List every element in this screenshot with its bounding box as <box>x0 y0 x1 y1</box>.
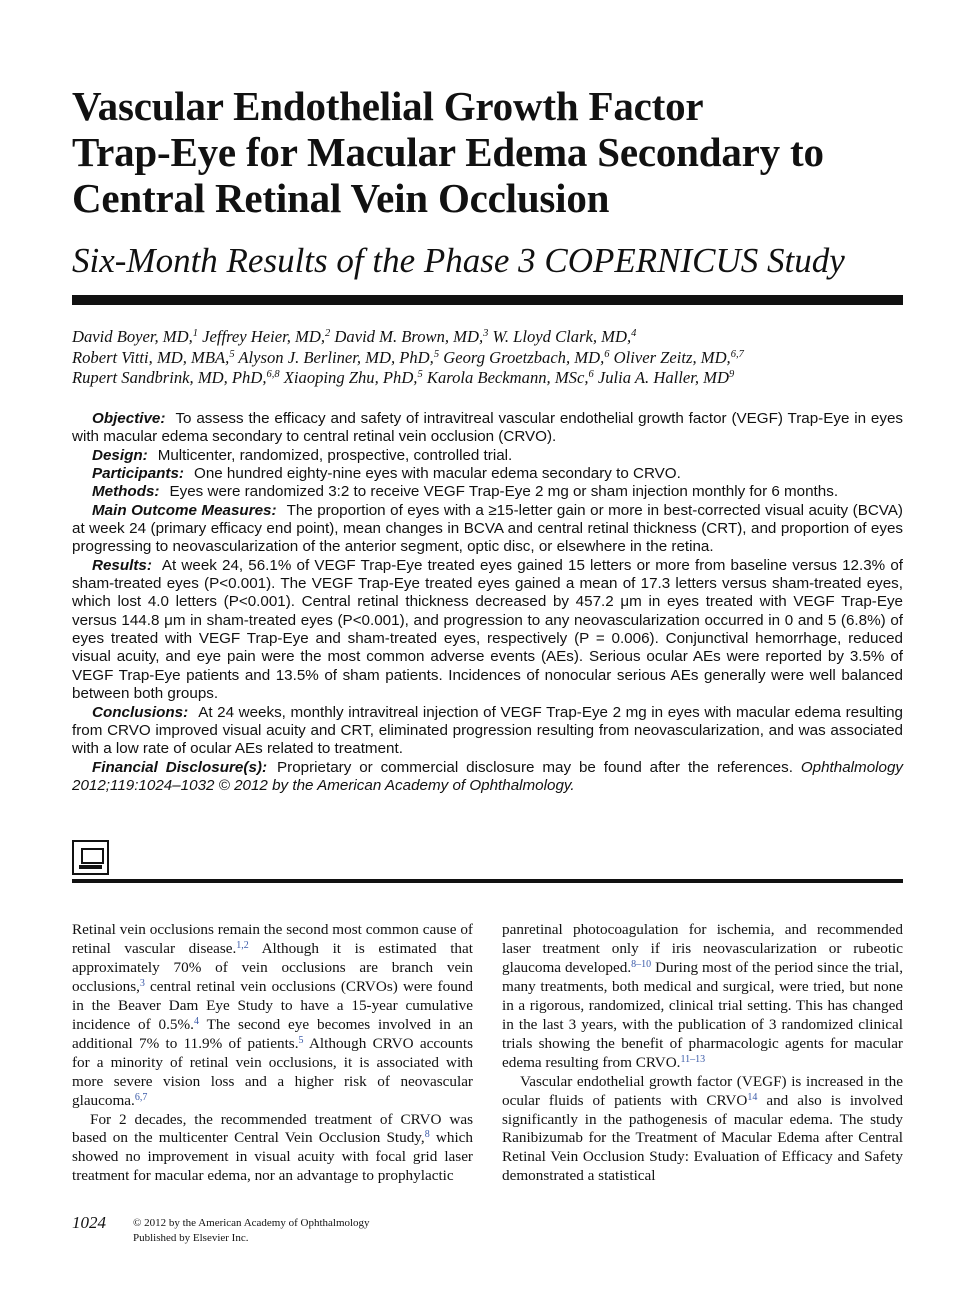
title-line-2: Trap-Eye for Macular Edema Secondary to <box>72 129 824 175</box>
abstract-objective <box>72 410 903 447</box>
author-affiliation: 6,8 <box>266 369 280 380</box>
body-text: panretinal photocoagulation for ischemia, and recommended laser treatment only if iris neovascularization or rubeotic glaucoma developed. <box>502 921 903 976</box>
abstract-disclosure <box>72 759 903 796</box>
author-name: Oliver Zeitz, MD, <box>613 347 731 367</box>
abstract-text: Eyes were randomized 3:2 to receive VEGF Trap-Eye 2 mg or sham injection monthly for 6 months. <box>169 483 839 501</box>
abstract-text: Multicenter, randomized, prospective, controlled trial. <box>157 446 513 464</box>
author-affiliation: 6 <box>588 369 594 380</box>
author-name: Jeffrey Heier, MD, <box>202 327 326 346</box>
abstract-design <box>72 447 903 465</box>
body-text: and also is involved significantly in the pathogenesis of macular edema. The study Ranibizumab for the Treatment of Macular Edema after Central Retinal Vein Occlusion Study: Evaluation of Efficacy and Safety demonstrated a statistical <box>502 1091 903 1185</box>
author-affiliation: 3 <box>483 328 489 339</box>
author-name: Alyson J. Berliner, MD, PhD, <box>238 347 434 367</box>
abstract <box>72 410 903 795</box>
article-title <box>72 83 912 221</box>
author-affiliation: 2 <box>325 328 331 339</box>
author-line-2 <box>72 348 912 369</box>
citation-reference[interactable]: 14 <box>747 1091 758 1103</box>
abstract-text: The proportion of eyes with a ≥15-letter gain or more in best-corrected visual acuity (BCVA) at week 24 (primary efficacy end point), mean changes in BCVA and central retinal thickness (CRT), and proportion of eyes progressing to neovascularization of the anterior segment, optic disc, or elsewhere in the retina. <box>72 501 903 556</box>
citation-reference[interactable]: 1,2 <box>236 939 249 951</box>
body-paragraph <box>502 1073 903 1187</box>
author-affiliation: 5 <box>433 348 440 360</box>
abstract-label: Participants: <box>92 465 184 483</box>
body-column-left <box>72 921 473 1186</box>
copyright-line: © 2012 by the American Academy of Ophthalmology <box>133 1217 370 1229</box>
body-paragraph <box>72 921 473 1111</box>
body-text: which showed no improvement in visual acuity with focal grid laser treatment for macular edema, nor an advantage to prophylactic <box>72 1129 473 1185</box>
copyright-notice <box>133 1216 370 1245</box>
citation-reference[interactable]: 5 <box>298 1034 304 1046</box>
monitor-base-shape <box>79 865 102 869</box>
author-name: David Boyer, MD, <box>72 327 193 346</box>
citation-reference[interactable]: 3 <box>139 977 145 989</box>
abstract-text: To assess the efficacy and safety of intravitreal vascular endothelial growth factor (VEGF) Trap-Eye in eyes with macular edema secondary to central retinal vein occlusion (CRVO). <box>72 410 903 446</box>
title-line-1: Vascular Endothelial Growth Factor <box>72 83 704 129</box>
title-line-3: Central Retinal Vein Occlusion <box>72 175 610 221</box>
author-affiliation: 6,7 <box>730 348 744 360</box>
author-line-1 <box>72 327 912 348</box>
citation-reference[interactable]: 4 <box>193 1015 199 1027</box>
abstract-divider <box>72 879 903 883</box>
body-paragraph <box>502 921 903 1073</box>
author-affiliation: 5 <box>417 369 423 380</box>
author-name: Karola Beckmann, MSc, <box>426 368 589 387</box>
abstract-text: At 24 weeks, monthly intravitreal injection of VEGF Trap-Eye 2 mg in eyes with macular edema resulting from CRVO improved visual acuity and CRT, eliminated progression resulting from neovascularization, and was associated with a low rate of ocular AEs related to treatment. <box>72 703 903 758</box>
author-affiliation: 6 <box>604 348 610 360</box>
abstract-text: One hundred eighty-nine eyes with macular edema secondary to CRVO. <box>194 465 681 483</box>
body-text: During most of the period since the trial, many treatments, both medical and surgical, were tried, but none in a rigorous, randomized, clinical trial setting. This has changed in the last 3 years, with the publication of 3 randomized clinical trials showing the benefit of pharmacologic agents for macular edema resulting from CRVO. <box>502 958 903 1071</box>
journal-citation: Ophthalmology 2012;119:1024–1032 © 2012 by the American Academy of Ophthalmology. <box>72 758 903 794</box>
abstract-results <box>72 557 903 704</box>
abstract-methods <box>72 483 903 501</box>
abstract-label: Results: <box>92 556 152 574</box>
author-name: Xiaoping Zhu, PhD, <box>283 368 418 387</box>
author-affiliation: 5 <box>229 348 235 360</box>
citation-reference[interactable]: 6,7 <box>134 1091 148 1103</box>
body-text: The second eye becomes involved in an additional 7% to 11.9% of patients. <box>72 1015 473 1052</box>
citation-reference[interactable]: 8–10 <box>631 958 652 970</box>
abstract-label: Objective: <box>92 410 166 427</box>
body-text: Retinal vein occlusions remain the second most common cause of retinal vascular disease. <box>72 921 473 957</box>
author-line-3 <box>72 368 912 389</box>
abstract-label: Design: <box>92 446 148 464</box>
author-affiliation: 1 <box>192 328 198 339</box>
abstract-label: Methods: <box>92 483 160 501</box>
abstract-text: At week 24, 56.1% of VEGF Trap-Eye treated eyes gained 15 letters or more from baseline versus 12.3% of sham-treated eyes (P<0.001). The VEGF Trap-Eye treated eyes gained a mean of 17.3 letters versus sham-treated eyes, which lost 4.0 letters (P<0.001). Central retinal thickness decreased by 457.2 μm in eyes treated with VEGF Trap-Eye versus 144.8 μm in sham-treated eyes (P<0.001), and progression to any neovascularization occurred in 0 and 5 (6.8%) of eyes treated with VEGF Trap-Eye and sham-treated eyes, respectively (P = 0.006). Conjunctival hemorrhage, reduced visual acuity, and eye pain were the most common adverse events (AEs). Serious ocular AEs were reported by 3.5% of VEGF Trap-Eye patients and 13.5% of sham patients. Incidences of nonocular serious AEs generally were well balanced between both groups. <box>72 556 903 703</box>
author-affiliation: 9 <box>728 369 735 380</box>
author-name: Julia A. Haller, MD <box>597 368 729 387</box>
author-name: Georg Groetzbach, MD, <box>443 347 605 367</box>
article-subtitle: Six-Month Results of the Phase 3 COPERNICUS Study <box>72 241 845 280</box>
author-list <box>72 327 912 389</box>
author-name: David M. Brown, MD, <box>334 327 484 346</box>
author-affiliation: 4 <box>631 328 637 339</box>
body-column-right <box>502 921 903 1186</box>
body-text: central retinal vein occlusions (CRVOs) were found in the Beaver Dam Eye Study to have a 15-year cumulative incidence of 0.5%. <box>72 977 473 1033</box>
author-name: W. Lloyd Clark, MD, <box>492 327 632 346</box>
body-text: Although it is estimated that approximately 70% of vein occlusions are branch vein occlusions, <box>72 939 473 995</box>
body-text: Vascular endothelial growth factor (VEGF) is increased in the ocular fluids of patients with CRVO <box>502 1072 903 1109</box>
online-content-icon[interactable] <box>72 840 109 875</box>
monitor-screen-shape <box>81 848 104 864</box>
author-name: Rupert Sandbrink, MD, PhD, <box>72 368 267 387</box>
author-name: Robert Vitti, MD, MBA, <box>72 347 230 367</box>
abstract-participants <box>72 465 903 483</box>
abstract-text: Proprietary or commercial disclosure may be found after the references. <box>277 758 793 776</box>
page-number: 1024 <box>72 1213 106 1232</box>
body-text: Although CRVO accounts for a minority of retinal vein occlusions, it is associated with more severe vision loss and a higher risk of neovascular glaucoma. <box>72 1034 473 1109</box>
body-text: For 2 decades, the recommended treatment of CRVO was based on the multicenter Central Vein Occlusion Study, <box>72 1110 473 1147</box>
publisher-line: Published by Elsevier Inc. <box>133 1231 249 1244</box>
abstract-conclusions <box>72 704 903 759</box>
abstract-label: Conclusions: <box>92 703 189 721</box>
body-paragraph <box>72 1111 473 1187</box>
abstract-outcomes <box>72 502 903 557</box>
abstract-label: Main Outcome Measures: <box>92 501 277 519</box>
citation-reference[interactable]: 11–13 <box>680 1053 706 1065</box>
title-divider <box>72 295 903 305</box>
abstract-label: Financial Disclosure(s): <box>92 758 268 776</box>
citation-reference[interactable]: 8 <box>424 1129 430 1141</box>
